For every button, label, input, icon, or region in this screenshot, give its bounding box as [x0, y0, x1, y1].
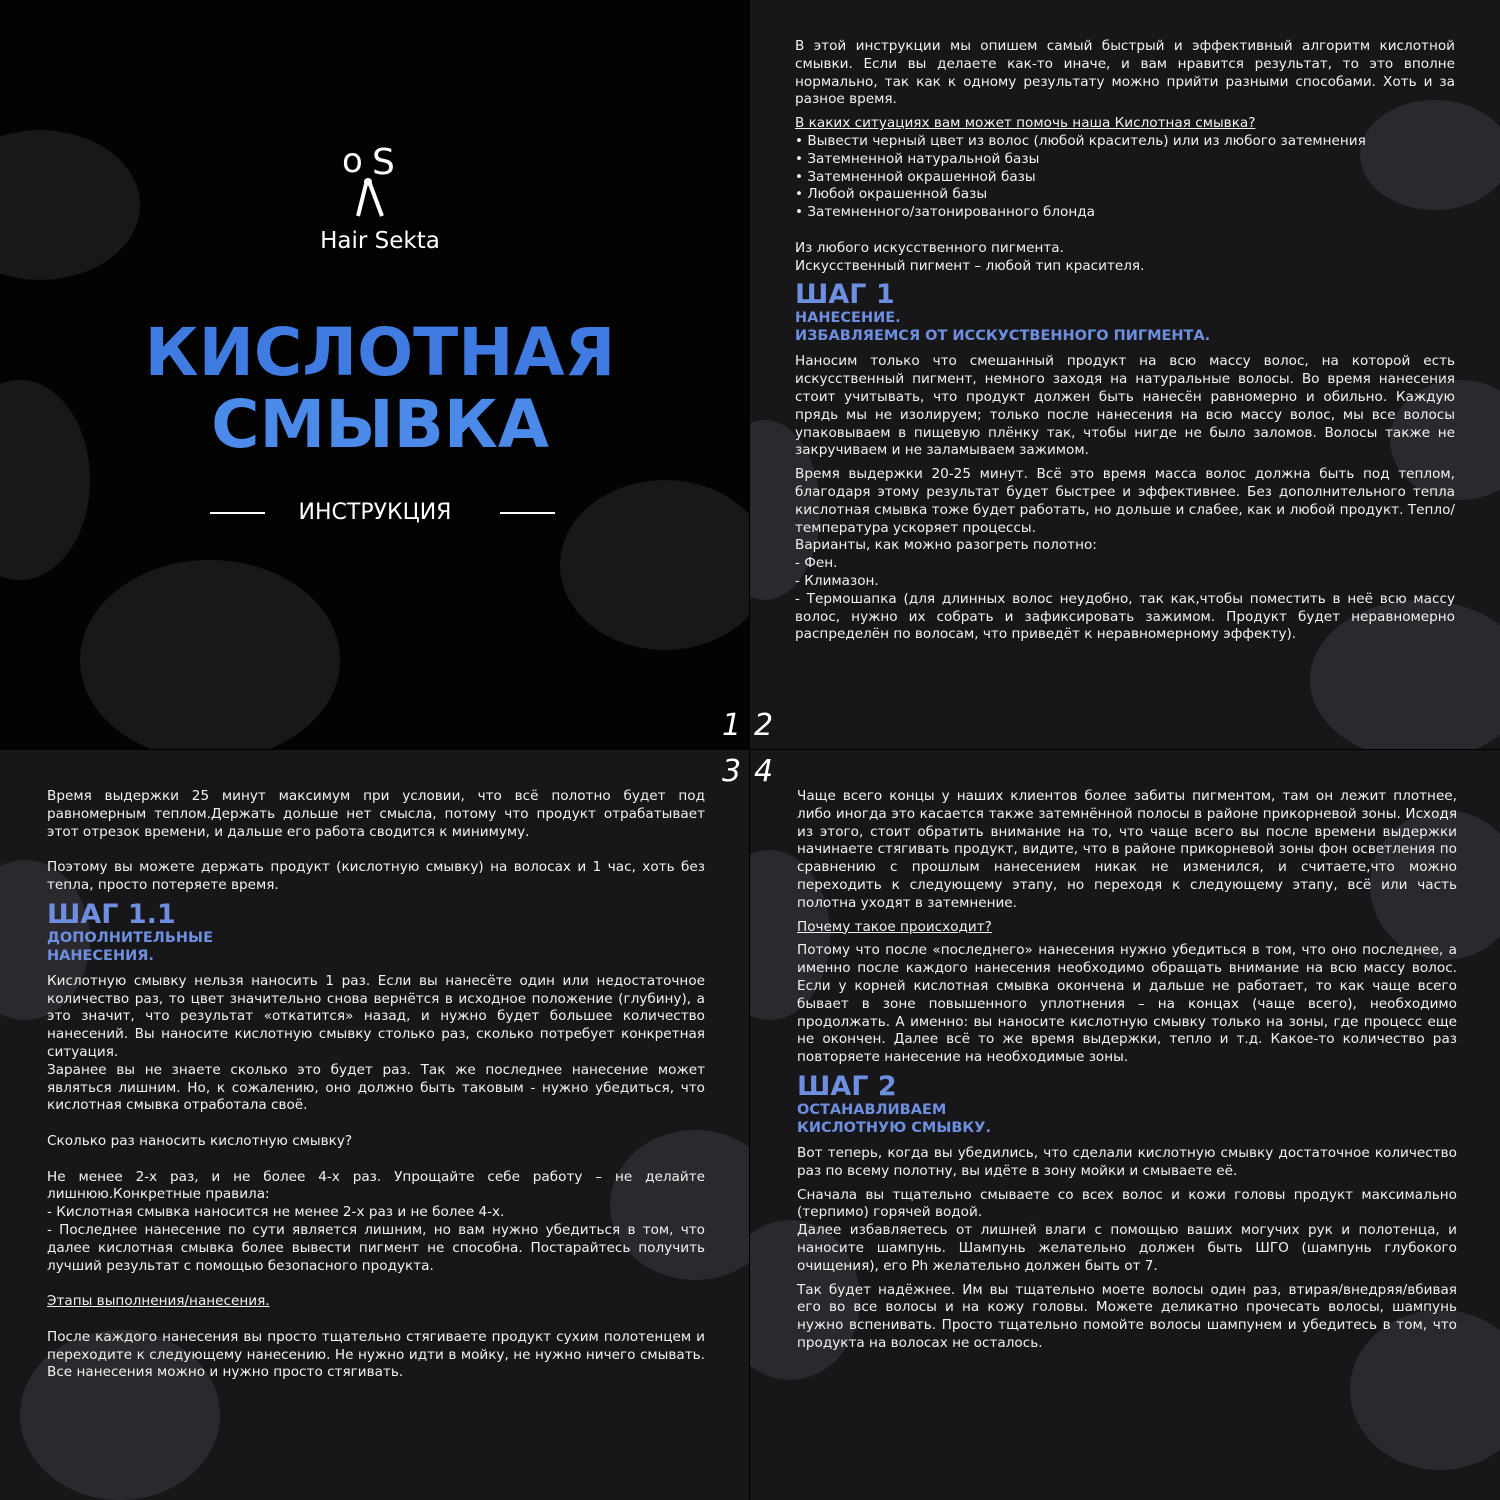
pigment-text: Из любого искусственного пигмента. — [795, 239, 1064, 256]
page-4 — [750, 750, 1500, 1500]
paragraph: Кислотную смывку нельзя наносить 1 раз. Если вы нанесёте один или недостаточное количество раз, то цвет значительно снова вернётся в исходное положение (глубину), а это значит, что результат «откатится» назад, и нужно будет большее количество нанесений. Вы наносите кислотную смывку столько раз, сколько потребует конкретная ситуация. — [47, 972, 705, 1060]
ink-blot — [560, 480, 750, 650]
paragraph: Сначала вы тщательно смываете со всех волос и кожи головы продукт максимально (терпимо) горячей водой. — [797, 1186, 1457, 1221]
paragraph: Время выдержки 20-25 минут. Всё это время масса волос должна быть под теплом, благодаря этому результат будет быстрее и эффективнее. Без дополнительного тепла кислотная смывка тоже будет работать, но дольше и слабее, как и любой продукт. Тепло/температура ускоряет процессы. — [795, 466, 1455, 536]
rule-item: - Последнее нанесение по сути является лишним, но вам нужно убедиться в том, что далее кислотная смывка более вывести пигмент не способна. Постарайтесь получить лучший результат с помощью безопасного продукта. — [47, 1221, 705, 1274]
paragraph: Далее избавляетесь от лишней влаги с помощью ваших могучих рук и полотенца, и наносите шампунь. Шампунь желательно должен быть ШГО (шампунь глубокого очищения), его Ph желательно должен быть от 7. — [797, 1222, 1457, 1274]
situation-item: • Вывести черный цвет из волос (любой краситель) или из любого затемнения — [795, 132, 1366, 149]
subtitle-text: ИНСТРУКЦИЯ — [298, 500, 452, 525]
page-number: 1 — [722, 708, 742, 743]
situation-item: • Затемненного/затонированного блонда — [795, 204, 1095, 221]
svg-text:o: o — [342, 141, 363, 181]
situation-item: • Затемненной натуральной базы — [795, 150, 1040, 167]
situations-heading: В каких ситуациях вам может помочь наша Кислотная смывка? — [795, 115, 1256, 132]
panel-divider — [749, 0, 750, 1500]
page-4-text — [797, 788, 1457, 1353]
paragraph: Наносим только что смешанный продукт на всю массу волос, на которой есть искусственный пигмент, немного заходя на натуральные волосы. Во время нанесения стоит учитывать, что продукт должен быть нанесён равномерно и обильно. Каждую прядь мы не изолируем; только после нанесения на всю массу волос, мы все волосы упаковываем в пищевую плёнку так, чтобы нигде не было заломов. Волосы также не закручиваем и не заламываем зажимом. — [795, 353, 1455, 459]
page-number: 4 — [754, 754, 774, 789]
ink-blot — [80, 560, 340, 750]
cover-page — [0, 0, 750, 750]
stages-heading: Этапы выполнения/нанесения. — [47, 1293, 270, 1310]
panel-divider — [0, 749, 1500, 750]
situation-item: • Любой окрашенной базы — [795, 186, 988, 203]
paragraph: Поэтому вы можете держать продукт (кислотную смывку) на волосах и 1 час, хоть без тепла, просто потеряете время. — [47, 859, 705, 893]
situation-item: • Затемненной окрашенной базы — [795, 168, 1036, 185]
paragraph: Чаще всего концы у наших клиентов более забиты пигментом, там он лежит плотнее, либо иногда это касается также затемнённой полосы в районе прикорневой зоны. Исходя из этого, стоит обратить внимание на то, что чаще всего вы после времени выдержки начинаете стягивать продукт, видите, что в районе прикорневой зоны фон осветления по сравнению с прошлым нанесением никак не изменился, и считаете,что можно переходить к следующему этапу, но переходя к следующему этапу, всё или часть полотна уходят в затемнение. — [797, 788, 1457, 911]
paragraph: Не менее 2-х раз, и не более 4-х раз. Упрощайте себе работу – не делайте лишнюю.Конкретные правила: — [47, 1168, 705, 1203]
brand-name: Hair Sekta — [320, 228, 440, 254]
paragraph: Вот теперь, когда вы убедились, что сделали кислотную смывку достаточное количество раз по всему полотну, вы идёте в зону мойки и смываете её. — [797, 1144, 1457, 1179]
step-heading: ШАГ 2 — [797, 1070, 897, 1102]
variant-item: - Термошапка (для длинных волос неудобно, так как,чтобы поместить в неё всю массу волос, нужно их собрать и зафиксировать зажимом. Продукт будет неравномерно распределён по волосам, что приведёт к неравномерному эффекту). — [795, 590, 1455, 643]
page-3 — [0, 750, 750, 1500]
variant-item: - Фен. — [795, 555, 838, 572]
paragraph: Потому что после «последнего» нанесения нужно убедиться в том, что оно последнее, а именно после каждого нанесения необходимо обращать внимание на всю массу волос. Если у корней кислотная смывка окончена и дальше не работает, то как чаще всего бывает в зоне повышенного уплотнения – на концах (чаще всего), необходимо продолжать. А именно: вы наносите кислотную смывку только на зоны, где процесс еще не окончен. Далее всё то же время выдержки, тепло и т.д. Какое-то количество раз повторяете нанесение на необходимые зоны. — [797, 942, 1457, 1066]
scissors-logo-icon — [300, 140, 450, 224]
ink-blot — [0, 380, 90, 580]
paragraph: Так будет надёжнее. Им вы тщательно моете волосы один раз, втирая/внедряя/вбивая его во все волосы и на кожу головы. Можете деликатно прочесать волосы, шампунь нужно вспенивать. Просто тщательно помойте волосы шампунем и убедитесь в том, что продукта на волосах не осталось. — [797, 1281, 1457, 1351]
variants-heading: Варианты, как можно разогреть полотно: — [795, 537, 1097, 554]
page-2 — [750, 0, 1500, 750]
page-3-text — [47, 788, 705, 1382]
divider-line — [500, 512, 555, 514]
divider-line — [210, 512, 265, 514]
step-subheading: ОСТАНАВЛИВАЕМ КИСЛОТНУЮ СМЫВКУ. — [797, 1101, 991, 1136]
why-heading: Почему такое происходит? — [797, 918, 992, 935]
cover-title-line2: СМЫВКА — [211, 386, 549, 463]
pigment-text: Искусственный пигмент – любой тип красителя. — [795, 257, 1145, 274]
page-number: 3 — [722, 754, 742, 789]
step-heading: ШАГ 1.1 — [47, 898, 176, 930]
paragraph: Заранее вы не знаете сколько это будет раз. Так же последнее нанесение может являться лишним. Но, к сожалению, оно должно быть таковым - нужно убедиться, что кислотная смывка отработала своё. — [47, 1061, 705, 1114]
step-subheading: ДОПОЛНИТЕЛЬНЫЕ НАНЕСЕНИЯ. — [47, 929, 213, 964]
cover-subtitle — [200, 498, 550, 528]
intro-paragraph: В этой инструкции мы опишем самый быстрый и эффективный алгоритм кислотной смывки. Если вы делаете как-то иначе, и вам нравится результат, то это вполне нормально, так как к одному результату можно прийти разными способами. Хоть и за разное время. — [795, 38, 1455, 108]
svg-text:S: S — [372, 142, 395, 183]
ink-blot — [0, 130, 140, 280]
page-2-text — [795, 38, 1455, 644]
paragraph: После каждого нанесения вы просто тщательно стягиваете продукт сухим полотенцем и переходите к следующему нанесению. Не нужно идти в мойку, не нужно ничего смывать. Все нанесения можно и нужно просто стягивать. — [47, 1328, 705, 1381]
variant-item: - Климазон. — [795, 572, 879, 589]
question-text: Сколько раз наносить кислотную смывку? — [47, 1132, 353, 1149]
step-heading: ШАГ 1 — [795, 279, 895, 311]
step-subheading: НАНЕСЕНИЕ. ИЗБАВЛЯЕМСЯ ОТ ИССКУСТВЕННОГО ПИГМЕНТА. — [795, 310, 1211, 345]
paragraph: Время выдержки 25 минут максимум при условии, что всё полотно будет под равномерным теплом.Держать дольше нет смысла, потому что продукт отрабатывает этот отрезок времени, и дальше его работа сводится к минимуму. — [47, 788, 705, 840]
cover-title-line1: КИСЛОТНАЯ — [144, 314, 616, 391]
rule-item: - Кислотная смывка наносится не менее 2-х раз и не более 4-х. — [47, 1204, 505, 1221]
page-number: 2 — [754, 708, 774, 743]
